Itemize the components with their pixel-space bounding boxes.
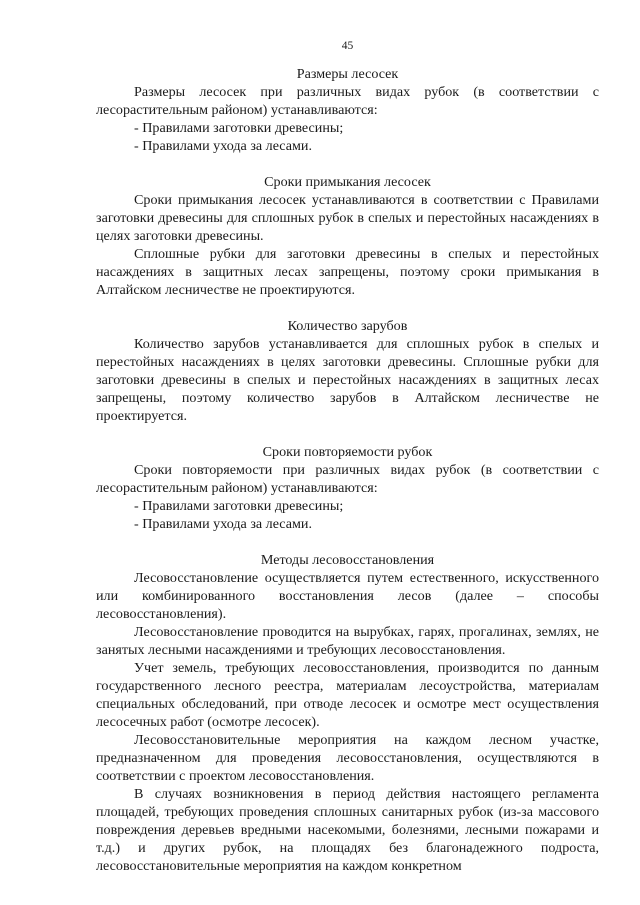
list-item: - Правилами заготовки древесины; [134,498,344,514]
paragraph: Количество зарубов устанавливается для сплошных рубок в спелых и перестойных насаждениях в целях заготовки древесины. Сплошные рубки для заготовки древесины в спелых и перестойных насаждениях в защитных лесах запрещены, поэтому количество зарубов в Алтайском лесничестве не проектируется. [96,336,599,424]
page-number: 45 [341,40,354,52]
list-item: - Правилами ухода за лесами. [134,138,312,154]
list-item: - Правилами ухода за лесами. [134,516,312,532]
paragraph: Сроки повторяемости при различных видах рубок (в соответствии с лесорастительным районом) устанавливаются: [96,462,599,496]
section-heading: Количество зарубов [287,318,408,334]
section-adjacency-terms [96,173,599,299]
document-body [96,65,599,875]
paragraph: Лесовосстановление осуществляется путем естественного, искусственного или комбинированного восстановления лесов (далее – способы лесовосстановления). [96,570,599,622]
section-reforestation-methods [96,551,599,875]
paragraph: Сроки примыкания лесосек устанавливаются в соответствии с Правилами заготовки древесины для сплошных рубок в спелых и перестойных насаждениях в целях заготовки древесины. [96,192,599,244]
paragraph: Лесовосстановительные мероприятия на каждом лесном участке, предназначенном для проведения лесовосстановления, осуществляются в соответствии с проектом лесовосстановления. [96,732,599,784]
section-heading: Размеры лесосек [296,66,399,82]
paragraph: В случаях возникновения в период действия настоящего регламента площадей, требующих проведения сплошных санитарных рубок (из-за массового повреждения деревьев вредными насекомыми, болезнями, лесными пожарами и т.д.) и других рубок, на площадях без благонадежного подроста, лесовосстановительные мероприятия на каждом конкретном [96,786,599,874]
section-cut-count [96,317,599,425]
section-lesosek-size [96,65,599,155]
paragraph: Лесовосстановление проводится на вырубках, гарях, прогалинах, землях, не занятых лесными насаждениями и требующих лесовосстановления. [96,624,599,658]
section-heading: Сроки повторяемости рубок [262,444,433,460]
paragraph: Сплошные рубки для заготовки древесины в спелых и перестойных насаждениях в защитных лесах запрещены, поэтому сроки примыкания в Алтайском лесничестве не проектируются. [96,246,599,298]
list-item: - Правилами заготовки древесины; [134,120,344,136]
section-heading: Методы лесовосстановления [260,552,435,568]
section-heading: Сроки примыкания лесосек [264,174,431,190]
paragraph: Размеры лесосек при различных видах рубок (в соответствии с лесорастительным районом) устанавливаются: [96,84,599,118]
section-repeat-terms [96,443,599,533]
paragraph: Учет земель, требующих лесовосстановления, производится по данным государственного лесного реестра, материалам лесоустройства, материалам специальных обследований, при отводе лесосек и осмотре мест осуществления лесосечных работ (осмотре лесосек). [96,660,599,730]
